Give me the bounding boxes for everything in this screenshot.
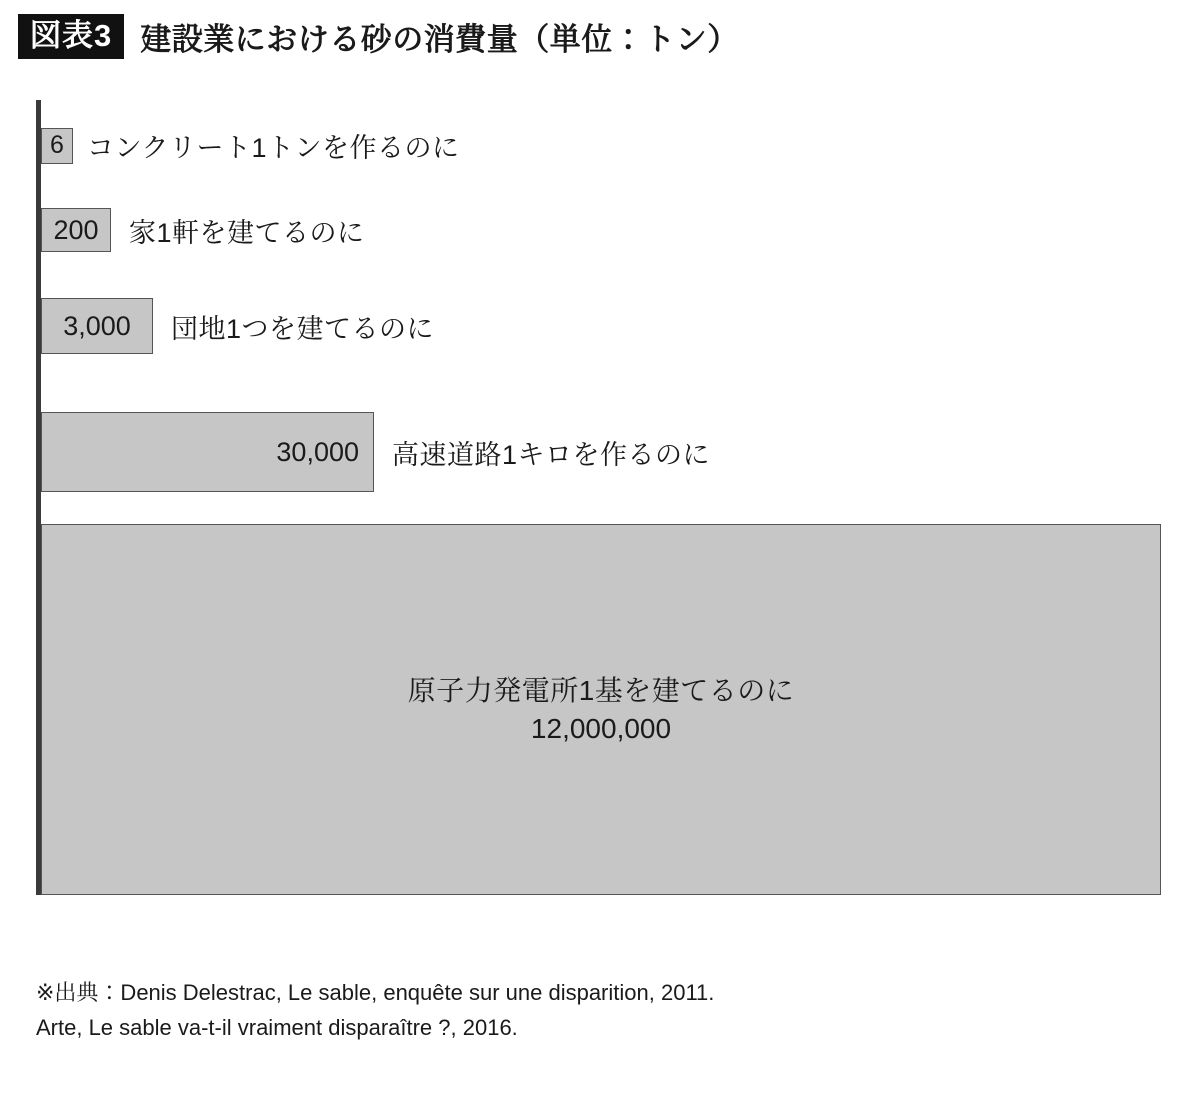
bar-label: 家1軒を建てるのに xyxy=(129,217,365,248)
bar-row xyxy=(41,298,434,354)
bar-value: 6 xyxy=(50,131,64,159)
bar-label: コンクリート1トンを作るのに xyxy=(87,133,460,163)
bar-chart xyxy=(36,100,1166,895)
bar-row xyxy=(41,126,459,165)
chart-title-row xyxy=(18,14,739,59)
source-line-2: Arte, Le sable va-t-il vraiment disparaître ?, 2016. xyxy=(36,1015,518,1041)
bar-nuclear-plant xyxy=(41,524,1161,895)
bar-concrete xyxy=(41,128,73,164)
bar-label: 原子力発電所1基を建てるのに xyxy=(407,674,795,706)
source-note xyxy=(36,975,714,1045)
bar-highway xyxy=(41,412,374,492)
bar-row xyxy=(41,412,710,492)
bar-value: 200 xyxy=(53,214,99,245)
figure-badge: 図表3 xyxy=(18,14,124,59)
bar-house xyxy=(41,208,111,252)
bar-value: 30,000 xyxy=(276,436,359,467)
bar-value: 12,000,000 xyxy=(530,712,672,744)
bar-value: 3,000 xyxy=(63,310,131,341)
bar-row xyxy=(41,208,365,252)
bar-housing-complex xyxy=(41,298,153,354)
bar-label: 高速道路1キロを作るのに xyxy=(392,439,711,470)
bar-label: 団地1つを建てるのに xyxy=(171,313,435,344)
page-title: 建設業における砂の消費量（単位：トン） xyxy=(140,22,739,57)
source-line-1: ※出典：Denis Delestrac, Le sable, enquête sur une disparition, 2011. xyxy=(36,980,715,1005)
